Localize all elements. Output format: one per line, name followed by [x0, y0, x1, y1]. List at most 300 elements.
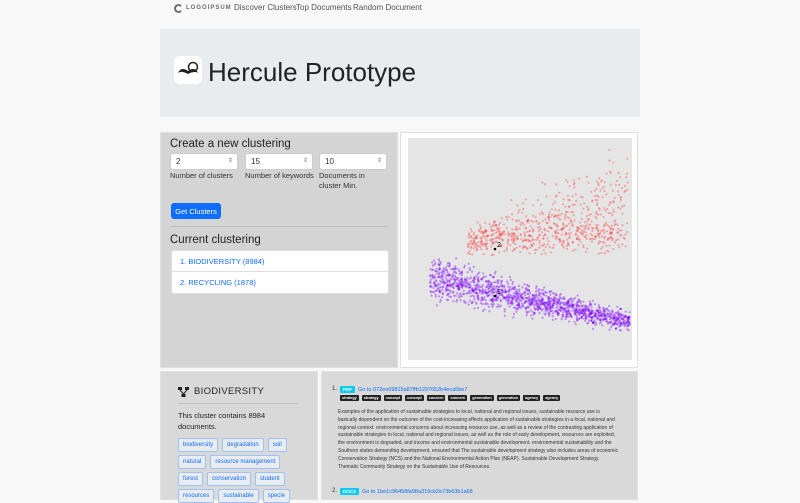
cluster-2-point — [596, 199, 598, 201]
centroid-marker — [494, 295, 497, 298]
keyword-tag[interactable]: degradation — [222, 438, 264, 452]
nav-top-documents[interactable]: Top Documents — [296, 3, 352, 12]
cluster-1-point — [490, 292, 492, 294]
cluster-1-point — [439, 283, 441, 285]
cluster-2-point — [473, 234, 475, 236]
cluster-1-point — [446, 299, 448, 301]
cluster-2-point — [505, 216, 507, 218]
cluster-1-point — [521, 297, 523, 299]
cluster-2-point — [583, 246, 585, 248]
cluster-1-point — [461, 278, 463, 280]
cluster-1-point — [540, 289, 542, 291]
cluster-2-point — [468, 236, 470, 238]
cluster-2-point — [548, 216, 550, 218]
keyword-tag[interactable]: biodiversity — [178, 438, 218, 452]
cluster-2-point — [606, 208, 608, 210]
keyword-tag[interactable]: soil — [268, 438, 287, 452]
cluster-1-point — [433, 260, 435, 262]
cluster-1-point — [516, 289, 518, 291]
cluster-1-point — [563, 304, 565, 306]
cluster-1-point — [526, 297, 528, 299]
cluster-1-point — [549, 294, 551, 296]
cluster-2-point — [473, 232, 475, 234]
document-tag[interactable]: concept — [407, 396, 422, 400]
cluster-2-point — [608, 149, 610, 151]
cluster-2-point — [615, 239, 617, 241]
cluster-2-point — [574, 204, 576, 206]
cluster-2-point — [597, 230, 599, 232]
cluster-1-point — [620, 322, 622, 324]
cluster-2-point — [566, 181, 568, 183]
cluster-2-point — [495, 224, 497, 226]
cluster-1-point — [578, 318, 580, 320]
keyword-tag[interactable]: resource management — [210, 455, 280, 469]
cluster-1-point — [584, 320, 586, 322]
cluster-2-point — [564, 225, 566, 227]
cluster-1-point — [524, 291, 526, 293]
cluster-2-point — [511, 232, 513, 234]
cluster-2-point — [612, 162, 614, 164]
cluster-1-point — [456, 277, 458, 279]
cluster-1-point — [542, 289, 544, 291]
cluster-2-point — [582, 208, 584, 210]
cluster-1-point — [565, 315, 567, 317]
cluster-2-point — [538, 230, 540, 232]
cluster-1-point — [587, 307, 589, 309]
cluster-1-point — [550, 298, 552, 300]
cluster-1-point — [535, 300, 537, 302]
keyword-tag[interactable]: specie — [263, 489, 290, 503]
cluster-1-point — [435, 280, 437, 282]
document-tag[interactable]: strategy — [363, 396, 379, 400]
cluster-1-point — [573, 303, 575, 305]
cluster-2-point — [544, 234, 546, 236]
cluster-1-point — [482, 288, 484, 290]
cluster-1-point — [501, 294, 503, 296]
cluster-2-point — [516, 204, 518, 206]
cluster-1-point — [492, 297, 494, 299]
cluster-2-point — [567, 216, 569, 218]
cluster-1-point — [556, 298, 558, 300]
keywords-count-select[interactable] — [245, 153, 313, 170]
cluster-1-point — [520, 307, 522, 309]
cluster-1-point — [588, 305, 590, 307]
cluster-2-point — [599, 209, 601, 211]
cluster-1-point — [628, 316, 630, 318]
cluster-2-point — [507, 216, 509, 218]
cluster-2-point — [571, 222, 573, 224]
cluster-2-point — [581, 212, 583, 214]
get-clusters-button[interactable]: Get Clusters — [171, 203, 221, 219]
cluster-1-point — [565, 303, 567, 305]
cluster-2-point — [469, 253, 471, 255]
cluster-1-point — [575, 307, 577, 309]
cluster-1-point — [557, 302, 559, 304]
cluster-1-point — [483, 296, 485, 298]
cluster-1-point — [577, 301, 579, 303]
cluster-2-point — [621, 187, 623, 189]
cluster-1-point — [571, 309, 573, 311]
cluster-1-point — [485, 299, 487, 301]
cluster-2-point — [548, 214, 550, 216]
cluster-1-point — [591, 312, 593, 314]
document-tag[interactable]: concern — [450, 396, 466, 400]
cluster-1-point — [560, 293, 562, 295]
cluster-1-point — [479, 286, 481, 288]
cluster-2-point — [526, 231, 528, 233]
cluster-1-point — [438, 269, 440, 271]
cluster-2-point — [570, 220, 572, 222]
cluster-1-point — [527, 293, 529, 295]
cluster-2-point — [620, 196, 622, 198]
cluster-1-point — [450, 296, 452, 298]
cluster-1-point — [567, 304, 569, 306]
cluster-2-point — [591, 220, 593, 222]
min-documents-label: Documents in cluster Min. — [319, 171, 365, 190]
cluster-1-point — [452, 273, 454, 275]
cluster-2-point — [612, 228, 614, 230]
cluster-1-point — [515, 311, 517, 313]
cluster-1-point — [549, 290, 551, 292]
document-tag[interactable]: generation — [472, 396, 492, 400]
cluster-1-point — [481, 279, 483, 281]
cluster-1-point — [508, 290, 510, 292]
cluster-2-point — [612, 190, 614, 192]
cluster-2-point — [514, 239, 516, 241]
cluster-1-point — [457, 284, 459, 286]
cluster-2-point — [603, 225, 605, 227]
keyword-list — [178, 438, 293, 503]
cluster-1-point — [495, 286, 497, 288]
cluster-2-point — [588, 182, 590, 184]
cluster-2-point — [482, 243, 484, 245]
cluster-2-point — [597, 224, 599, 226]
cluster-2-point — [544, 183, 546, 185]
cluster-item-biodiversity[interactable]: 1. BIODIVERSITY (8984) — [172, 251, 388, 272]
cluster-1-point — [570, 301, 572, 303]
cluster-1-point — [500, 282, 502, 284]
document-tag[interactable]: strategy — [342, 396, 357, 400]
cluster-1-point — [543, 293, 545, 295]
cluster-1-point — [461, 287, 463, 289]
cluster-1-point — [548, 315, 550, 317]
cluster-1-point — [493, 285, 495, 287]
cluster-1-point — [491, 303, 493, 305]
cluster-1-point — [430, 294, 432, 296]
cluster-2-point — [516, 235, 518, 237]
cluster-2-point — [626, 158, 628, 160]
cluster-1-label: 1 — [497, 289, 501, 296]
cluster-2-point — [584, 225, 586, 227]
cluster-1-point — [547, 306, 549, 308]
document-link[interactable]: Go to 072ee09815a87ffb1297652b4eca5be7 — [358, 386, 468, 393]
cluster-1-point — [535, 285, 537, 287]
cluster-2-point — [507, 239, 509, 241]
cluster-2-point — [540, 204, 542, 206]
cluster-2-point — [627, 181, 629, 183]
cluster-1-point — [595, 312, 597, 314]
cluster-1-point — [594, 303, 596, 305]
cluster-2-point — [496, 228, 498, 230]
cluster-2-point — [479, 224, 481, 226]
cluster-2-point — [582, 244, 584, 246]
cluster-scatter-plot[interactable] — [408, 138, 632, 360]
cluster-2-point — [524, 227, 526, 229]
cluster-1-point — [441, 289, 443, 291]
cluster-2-point — [470, 236, 472, 238]
cluster-2-point — [490, 226, 492, 228]
cluster-2-point — [621, 205, 623, 207]
cluster-2-point — [536, 239, 538, 241]
document-tag[interactable]: agency — [545, 396, 559, 400]
cluster-1-point — [435, 273, 437, 275]
cluster-2-point — [527, 240, 529, 242]
cluster-2-point — [577, 226, 579, 228]
cluster-1-point — [538, 299, 540, 301]
cluster-1-point — [549, 307, 551, 309]
select-arrows-icon: ⇕ — [376, 158, 382, 164]
cluster-1-point — [447, 293, 449, 295]
cluster-2-point — [515, 220, 517, 222]
cluster-2-point — [503, 230, 505, 232]
cluster-2-point — [507, 231, 509, 233]
keyword-tag[interactable]: forest — [178, 472, 203, 486]
document-link[interactable]: Go to 1be1c96458fa98a319cb2e73b63b1a68 — [362, 488, 473, 495]
cluster-1-point — [473, 298, 475, 300]
cluster-2-point — [479, 228, 481, 230]
cluster-1-point — [606, 320, 608, 322]
cluster-2-point — [623, 204, 625, 206]
cluster-2-point — [602, 246, 604, 248]
cluster-1-point — [476, 283, 478, 285]
cluster-1-point — [625, 311, 627, 313]
cluster-2-point — [482, 235, 484, 237]
cluster-2-point — [606, 173, 608, 175]
cluster-2-point — [565, 234, 567, 236]
cluster-2-point — [579, 231, 581, 233]
cluster-2-point — [556, 224, 558, 226]
cluster-1-point — [524, 302, 526, 304]
cluster-2-point — [573, 187, 575, 189]
cluster-1-point — [609, 321, 611, 323]
logo[interactable] — [174, 2, 232, 14]
cluster-2-point — [540, 228, 542, 230]
min-documents-select[interactable] — [319, 153, 387, 170]
cluster-1-point — [439, 263, 441, 265]
cluster-2-point — [626, 222, 628, 224]
cluster-1-point — [528, 298, 530, 300]
cluster-1-point — [438, 290, 440, 292]
cluster-2-point — [471, 253, 473, 255]
cluster-2-point — [509, 244, 511, 246]
nav-random-document[interactable]: Random Document — [353, 3, 422, 12]
cluster-1-point — [583, 313, 585, 315]
cluster-2-point — [586, 215, 588, 217]
cluster-1-point — [463, 266, 465, 268]
cluster-1-point — [449, 284, 451, 286]
keyword-tag[interactable]: conservation — [207, 472, 251, 486]
cluster-1-point — [473, 266, 475, 268]
cluster-1-point — [553, 299, 555, 301]
cluster-1-point — [471, 271, 473, 273]
keyword-tag[interactable]: resources — [178, 489, 214, 503]
cluster-2-point — [492, 224, 494, 226]
cluster-1-point — [481, 297, 483, 299]
cluster-2-point — [536, 249, 538, 251]
cluster-1-point — [482, 284, 484, 286]
cluster-2-point — [603, 232, 605, 234]
cluster-1-point — [467, 292, 469, 294]
keyword-tag[interactable]: natural — [178, 455, 206, 469]
cluster-2-point — [547, 244, 549, 246]
document-type-badge: PDF — [340, 386, 355, 393]
cluster-2-point — [543, 249, 545, 251]
cluster-2-point — [565, 179, 567, 181]
cluster-1-point — [525, 300, 527, 302]
cluster-1-point — [524, 283, 526, 285]
cluster-1-point — [613, 319, 615, 321]
cluster-1-point — [522, 293, 524, 295]
cluster-2-point — [508, 233, 510, 235]
cluster-1-point — [461, 281, 463, 283]
cluster-2-point — [584, 221, 586, 223]
cluster-1-point — [436, 304, 438, 306]
divider — [170, 226, 388, 227]
cluster-2-point — [554, 230, 556, 232]
cluster-1-point — [468, 283, 470, 285]
cluster-1-point — [506, 296, 508, 298]
cluster-2-point — [480, 248, 482, 250]
cluster-1-point — [439, 301, 441, 303]
cluster-1-point — [498, 279, 500, 281]
nav-discover-clusters[interactable]: Discover Clusters — [234, 3, 297, 12]
cluster-1-point — [581, 308, 583, 310]
cluster-2-point — [534, 252, 536, 254]
cluster-1-point — [608, 329, 610, 331]
cluster-2-point — [503, 223, 505, 225]
document-tag[interactable]: concern — [428, 396, 444, 400]
cluster-2-point — [578, 178, 580, 180]
cluster-1-point — [431, 274, 433, 276]
cluster-2-point — [541, 182, 543, 184]
cluster-2-point — [574, 249, 576, 251]
cluster-2-point — [576, 238, 578, 240]
cluster-1-point — [578, 313, 580, 315]
cluster-1-point — [620, 314, 622, 316]
cluster-1-point — [567, 316, 569, 318]
cluster-1-point — [460, 293, 462, 295]
cluster-2-point — [597, 183, 599, 185]
cluster-2-point — [577, 235, 579, 237]
document-tag[interactable]: concept — [385, 396, 401, 400]
cluster-2-point — [538, 247, 540, 249]
cluster-2-point — [624, 233, 626, 235]
cluster-2-point — [507, 241, 509, 243]
cluster-1-point — [488, 310, 490, 312]
cluster-1-point — [441, 274, 443, 276]
cluster-1-point — [510, 300, 512, 302]
cluster-1-point — [513, 292, 515, 294]
cluster-2-point — [598, 233, 600, 235]
cluster-1-point — [575, 323, 577, 325]
cluster-1-point — [482, 272, 484, 274]
cluster-2-point — [555, 183, 557, 185]
centroid-marker — [494, 248, 497, 251]
cluster-1-point — [532, 296, 534, 298]
cluster-2-point — [479, 246, 481, 248]
cluster-2-point — [506, 227, 508, 229]
clusters-count-select[interactable] — [170, 153, 238, 170]
cluster-2-point — [502, 239, 504, 241]
cluster-2-point — [600, 248, 602, 250]
cluster-1-point — [461, 274, 463, 276]
cluster-2-point — [470, 228, 472, 230]
cluster-1-point — [507, 299, 509, 301]
cluster-2-point — [594, 216, 596, 218]
cluster-2-point — [542, 213, 544, 215]
cluster-item-recycling[interactable]: 2. RECYCLING (1878) — [180, 278, 256, 287]
cluster-1-point — [507, 301, 509, 303]
cluster-1-point — [501, 276, 503, 278]
cluster-1-point — [468, 263, 470, 265]
cluster-1-point — [465, 301, 467, 303]
cluster-1-point — [587, 322, 589, 324]
cluster-1-point — [528, 290, 530, 292]
cluster-1-point — [616, 318, 618, 320]
cluster-2-point — [524, 235, 526, 237]
cluster-1-point — [542, 308, 544, 310]
cluster-1-point — [442, 270, 444, 272]
cluster-2-point — [580, 203, 582, 205]
cluster-1-point — [471, 286, 473, 288]
cluster-2-point — [586, 220, 588, 222]
cluster-2-point — [529, 246, 531, 248]
cluster-2-point — [600, 214, 602, 216]
cluster-1-point — [591, 306, 593, 308]
cluster-2-point — [511, 213, 513, 215]
cluster-2-point — [579, 221, 581, 223]
cluster-1-point — [542, 303, 544, 305]
keyword-tag[interactable]: student — [255, 472, 285, 486]
cluster-1-point — [466, 277, 468, 279]
keyword-tag[interactable]: sustainable — [218, 489, 258, 503]
document-tag[interactable]: agency — [525, 396, 539, 400]
cluster-1-point — [556, 310, 558, 312]
cluster-1-point — [531, 317, 533, 319]
cluster-1-point — [430, 279, 432, 281]
cluster-1-point — [480, 302, 482, 304]
cluster-1-point — [585, 314, 587, 316]
cluster-1-point — [498, 306, 500, 308]
document-tag[interactable]: generation — [498, 396, 519, 400]
cluster-1-point — [503, 286, 505, 288]
cluster-1-point — [555, 294, 557, 296]
cluster-1-point — [552, 319, 554, 321]
clusters-count-label: Number of clusters — [170, 171, 233, 180]
divider — [178, 403, 298, 404]
cluster-1-point — [612, 324, 614, 326]
cluster-1-point — [463, 290, 465, 292]
cluster-2-point — [532, 215, 534, 217]
cluster-2-point — [591, 200, 593, 202]
cluster-2-point — [484, 237, 486, 239]
cluster-1-point — [538, 304, 540, 306]
cluster-2-point — [471, 242, 473, 244]
cluster-2-point — [517, 228, 519, 230]
cluster-2-point — [592, 228, 594, 230]
cluster-1-point — [542, 297, 544, 299]
cluster-1-point — [568, 312, 570, 314]
